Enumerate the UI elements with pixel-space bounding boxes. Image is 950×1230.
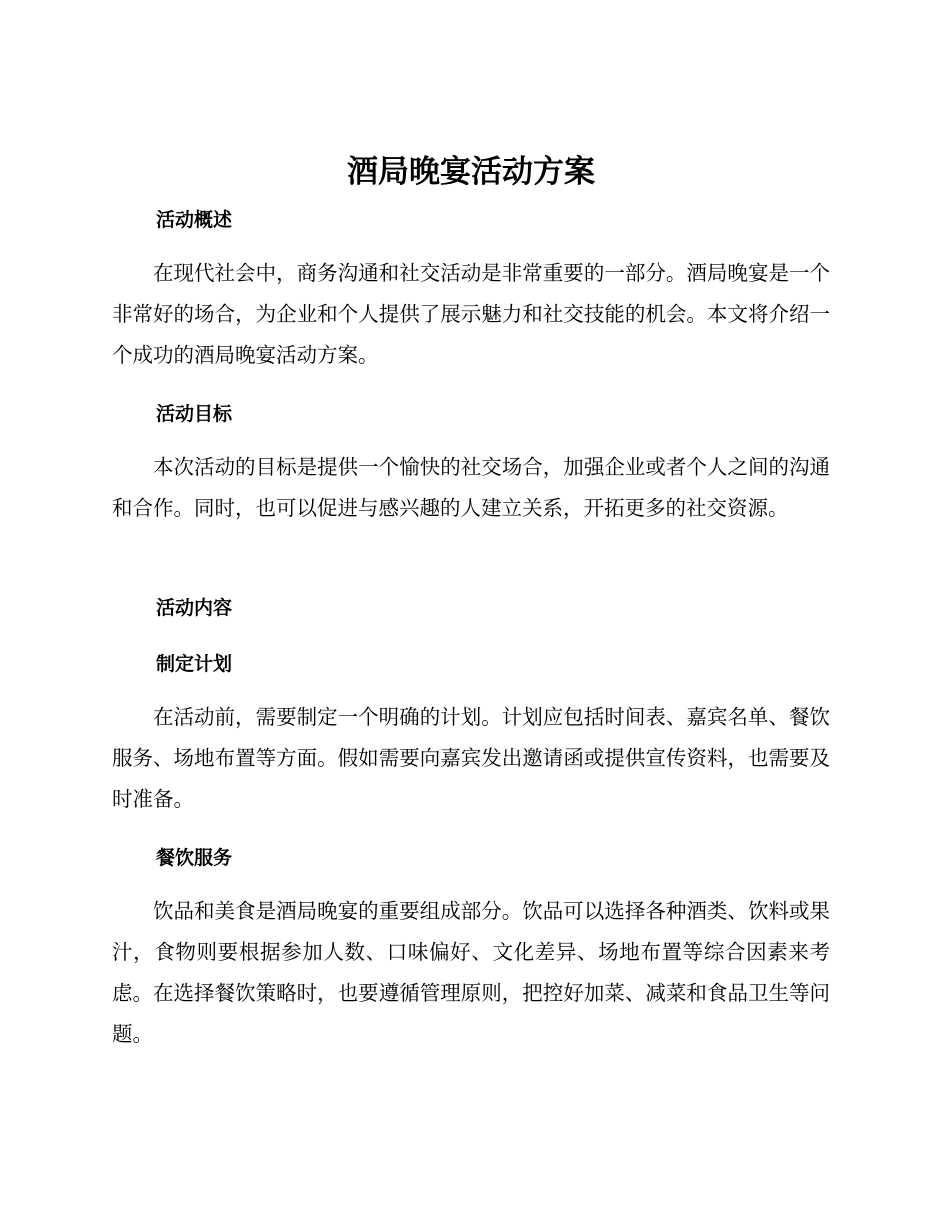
- section-heading-plan: 制定计划: [156, 653, 233, 675]
- section-paragraph-overview: 在现代社会中，商务沟通和社交活动是非常重要的一部分。酒局晚宴是一个非常好的场合，为企业和个人提供了展示魅力和社交技能的机会。本文将介绍一个成功的酒局晚宴活动方案。: [112, 261, 830, 367]
- section-paragraph-plan: 在活动前，需要制定一个明确的计划。计划应包括时间表、嘉宾名单、餐饮服务、场地布置等方面。假如需要向嘉宾发出邀请函或提供宣传资料，也需要及时准备。: [112, 705, 830, 811]
- section-heading-overview: 活动概述: [156, 209, 233, 231]
- section-heading-catering: 餐饮服务: [156, 847, 233, 869]
- section-paragraph-goals: 本次活动的目标是提供一个愉快的社交场合，加强企业或者个人之间的沟通和合作。同时，也可以促进与感兴趣的人建立关系，开拓更多的社交资源。: [112, 455, 830, 520]
- section-heading-goals: 活动目标: [156, 403, 233, 425]
- document-title: 酒局晚宴活动方案: [347, 154, 595, 190]
- section-heading-content: 活动内容: [156, 597, 233, 619]
- section-paragraph-catering: 饮品和美食是酒局晚宴的重要组成部分。饮品可以选择各种酒类、饮料或果汁，食物则要根据参加人数、口味偏好、文化差异、场地布置等综合因素来考虑。在选择餐饮策略时，也要遵循管理原则，把控好加菜、减菜和食品卫生等问题。: [112, 899, 830, 1046]
